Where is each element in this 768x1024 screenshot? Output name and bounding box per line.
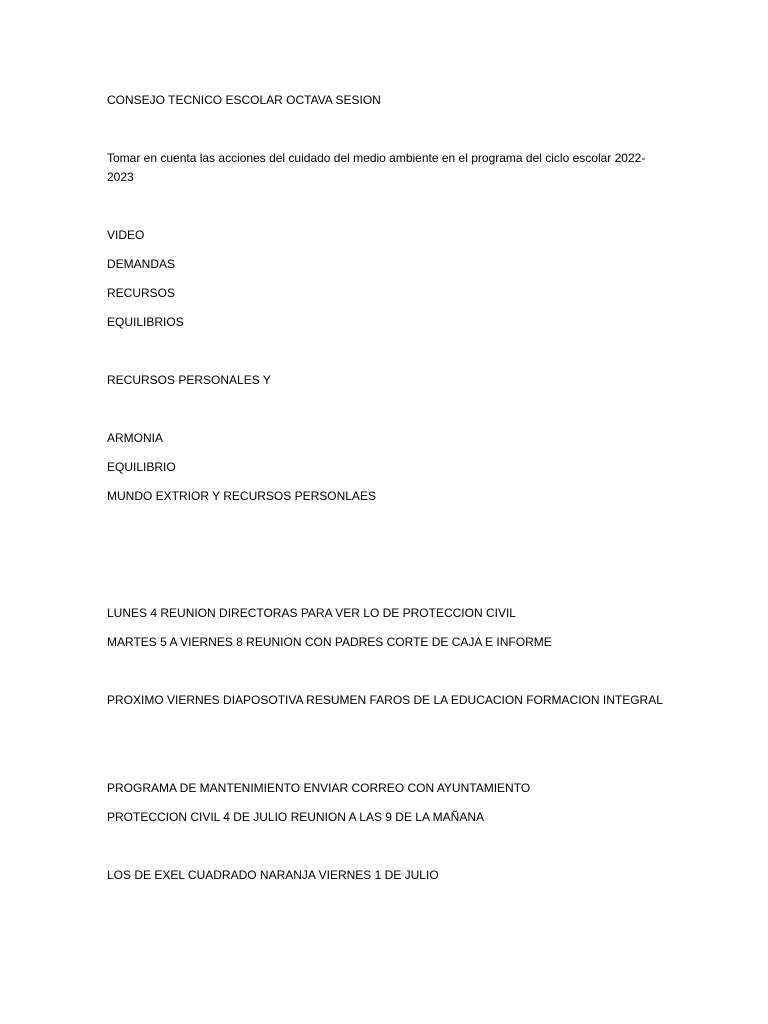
list-item: RECURSOS <box>107 286 176 300</box>
maintenance-item: PROGRAMA DE MANTENIMIENTO ENVIAR CORREO CON AYUNTAMIENTO <box>107 781 531 795</box>
list-item: EQUILIBRIOS <box>107 315 184 329</box>
schedule-item: MARTES 5 A VIERNES 8 REUNION CON PADRES CORTE DE CAJA E INFORME <box>107 635 552 649</box>
maintenance-item: PROTECCION CIVIL 4 DE JULIO REUNION A LAS 9 DE LA MAÑANA <box>107 810 484 824</box>
list-item: VIDEO <box>107 228 145 242</box>
document-title: CONSEJO TECNICO ESCOLAR OCTAVA SESION <box>107 93 381 107</box>
list-item: DEMANDAS <box>107 257 176 271</box>
excel-note: LOS DE EXEL CUADRADO NARANJA VIERNES 1 DE JULIO <box>107 868 439 882</box>
intro-paragraph: Tomar en cuenta las acciones del cuidado del medio ambiente en el programa del ciclo escolar 2022-2023 <box>107 151 646 184</box>
section-heading: RECURSOS PERSONALES Y <box>107 373 271 387</box>
list-item: MUNDO EXTRIOR Y RECURSOS PERSONLAES <box>107 489 376 503</box>
next-friday-note: PROXIMO VIERNES DIAPOSOTIVA RESUMEN FAROS DE LA EDUCACION FORMACION INTEGRAL <box>107 693 663 707</box>
list-item: ARMONIA <box>107 431 164 445</box>
list-item: EQUILIBRIO <box>107 460 176 474</box>
schedule-item: LUNES 4 REUNION DIRECTORAS PARA VER LO DE PROTECCION CIVIL <box>107 606 516 620</box>
